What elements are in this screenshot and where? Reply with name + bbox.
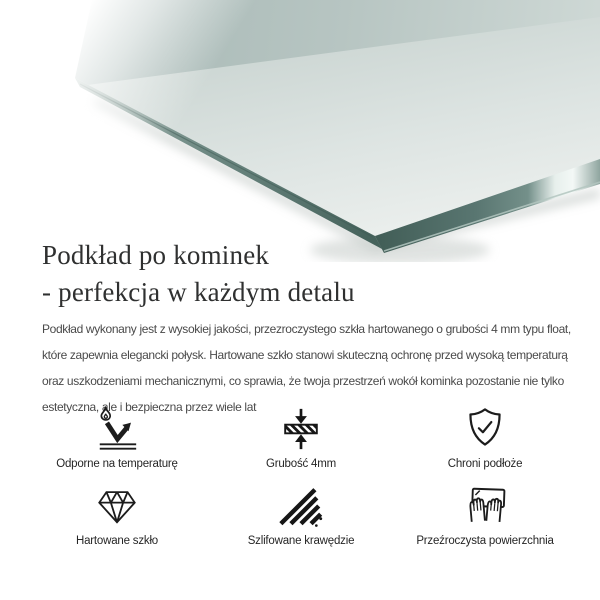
title-line-1: Podkład po kominek (42, 240, 270, 270)
description-line: które zapewnia elegancki połysk. Hartowane szkło stanowi skuteczną ochronę przed wysoką temperaturą (42, 348, 568, 362)
feature-tempered-glass (42, 483, 192, 547)
feature-label: Szlifowane krawędzie (247, 535, 355, 547)
product-description-text (42, 316, 571, 420)
feature-polished-edges (226, 483, 376, 547)
feature-row-1 (42, 406, 560, 470)
feature-label: Grubość 4mm (265, 458, 336, 470)
feature-label: Chroni podłoże (447, 458, 523, 470)
feature-heat-resistant (42, 406, 192, 470)
feature-transparent-surface (410, 483, 560, 547)
feature-label: Hartowane szkło (75, 535, 158, 547)
flame-bounce-icon (94, 406, 140, 452)
page-title (42, 237, 355, 311)
feature-label: Odporne na temperaturę (56, 458, 178, 470)
diamond-icon (94, 483, 140, 529)
description-line: Podkład wykonany jest z wysokiej jakości, przezroczystego szkła hartowanego o grubości 4 mm typu float, (42, 322, 571, 336)
feature-grid (42, 406, 560, 560)
feature-label: Przeźroczysta powierzchnia (416, 535, 554, 547)
thickness-arrows-icon (278, 406, 324, 452)
product-photo-glass-pane (0, 0, 600, 262)
polished-edges-icon (278, 483, 324, 529)
feature-row-2 (42, 483, 560, 547)
feature-thickness (226, 406, 376, 470)
feature-protects-floor (410, 406, 560, 470)
description-line: estetyczna, ale i bezpieczna przez wiele lat (42, 400, 257, 414)
shield-check-icon (462, 406, 508, 452)
hands-glass-icon (462, 483, 508, 529)
glass-pane-image (0, 0, 600, 262)
title-line-2: - perfekcja w każdym detalu (42, 277, 355, 307)
description-line: oraz uszkodzeniami mechanicznymi, co sprawia, że twoja przestrzeń wokół kominka pozostanie nie tylko (42, 374, 564, 388)
